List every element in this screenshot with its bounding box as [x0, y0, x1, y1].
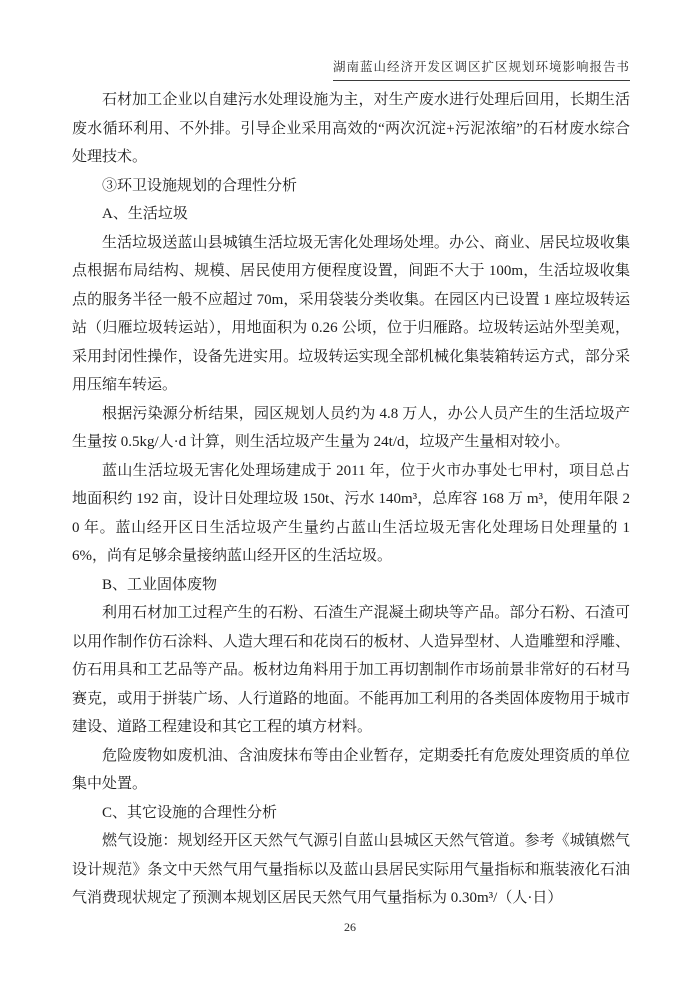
paragraph: 石材加工企业以自建污水处理设施为主，对生产废水进行处理后回用，长期生活废水循环利用、不外排。引导企业采用高效的“两次沉淀+污泥浓缩”的石材废水综合处理技术。	[72, 92, 630, 165]
paragraph: A、生活垃圾	[102, 206, 188, 222]
paragraph: 利用石材加工过程产生的石粉、石渣生产混凝土砌块等产品。部分石粉、石渣可以用作制作仿石涂料、人造大理石和花岗石的板材、人造异型材、人造雕塑和浮雕、仿石用具和工艺品等产品。板材边角料用于加工再切割制作市场前景非常好的石材马赛克，或用于拼装广场、人行道路的地面。不能再加工利用的各类固体废物用于城市建设、道路工程建设和其它工程的填方材料。	[72, 605, 630, 735]
page-header	[72, 58, 630, 81]
page-number: 26	[344, 920, 356, 934]
paragraph: 蓝山生活垃圾无害化处理场建成于 2011 年，位于火市办事处七甲村，项目总占地面积约 192 亩，设计日处理垃圾 150t、污水 140m³，总库容 168 万 m³，使用年限 20 年。蓝山经开区日生活垃圾产生量约占蓝山生活垃圾无害化处理场日处理量的 16%，尚有足够余量接纳蓝山经开区的生活垃圾。	[72, 462, 630, 564]
paragraph: B、工业固体废物	[102, 576, 218, 593]
document-body	[72, 86, 630, 913]
paragraph: 根据污染源分析结果，园区规划人员约为 4.8 万人，办公人员产生的生活垃圾产生量按 0.5kg/人·d 计算，则生活垃圾产生量为 24t/d，垃圾产生量相对较小。	[72, 405, 630, 450]
report-title: 湖南蓝山经济开发区调区扩区规划环境影响报告书	[333, 58, 630, 81]
paragraph: C、其它设施的合理性分析	[102, 804, 278, 821]
paragraph: ③环卫设施规划的合理性分析	[102, 177, 298, 194]
paragraph: 生活垃圾送蓝山县城镇生活垃圾无害化处理场处埋。办公、商业、居民垃圾收集点根据布局结构、规模、居民使用方便程度设置，间距不大于 100m，生活垃圾收集点的服务半径一般不应超过 70m，采用袋装分类收集。在园区内已设置 1 座垃圾转运站（归雁垃圾转运站），用地面积为 0.26 公顷，位于归雁路。垃圾转运站外型美观，采用封闭性操作，设备先进实用。垃圾转运实现全部机械化集装箱转运方式，部分采用压缩车转运。	[72, 234, 630, 393]
paragraph: 燃气设施：规划经开区天然气气源引自蓝山县城区天然气管道。参考《城镇燃气设计规范》条文中天然气用气量指标以及蓝山县居民实际用气量指标和瓶装液化石油气消费现状规定了预测本规划区居民天然气用气量指标为 0.30m³/（人·日）	[72, 833, 630, 906]
paragraph: 危险废物如废机油、含油废抹布等由企业暂存，定期委托有危废处理资质的单位集中处置。	[72, 747, 630, 792]
page-footer	[0, 920, 700, 935]
